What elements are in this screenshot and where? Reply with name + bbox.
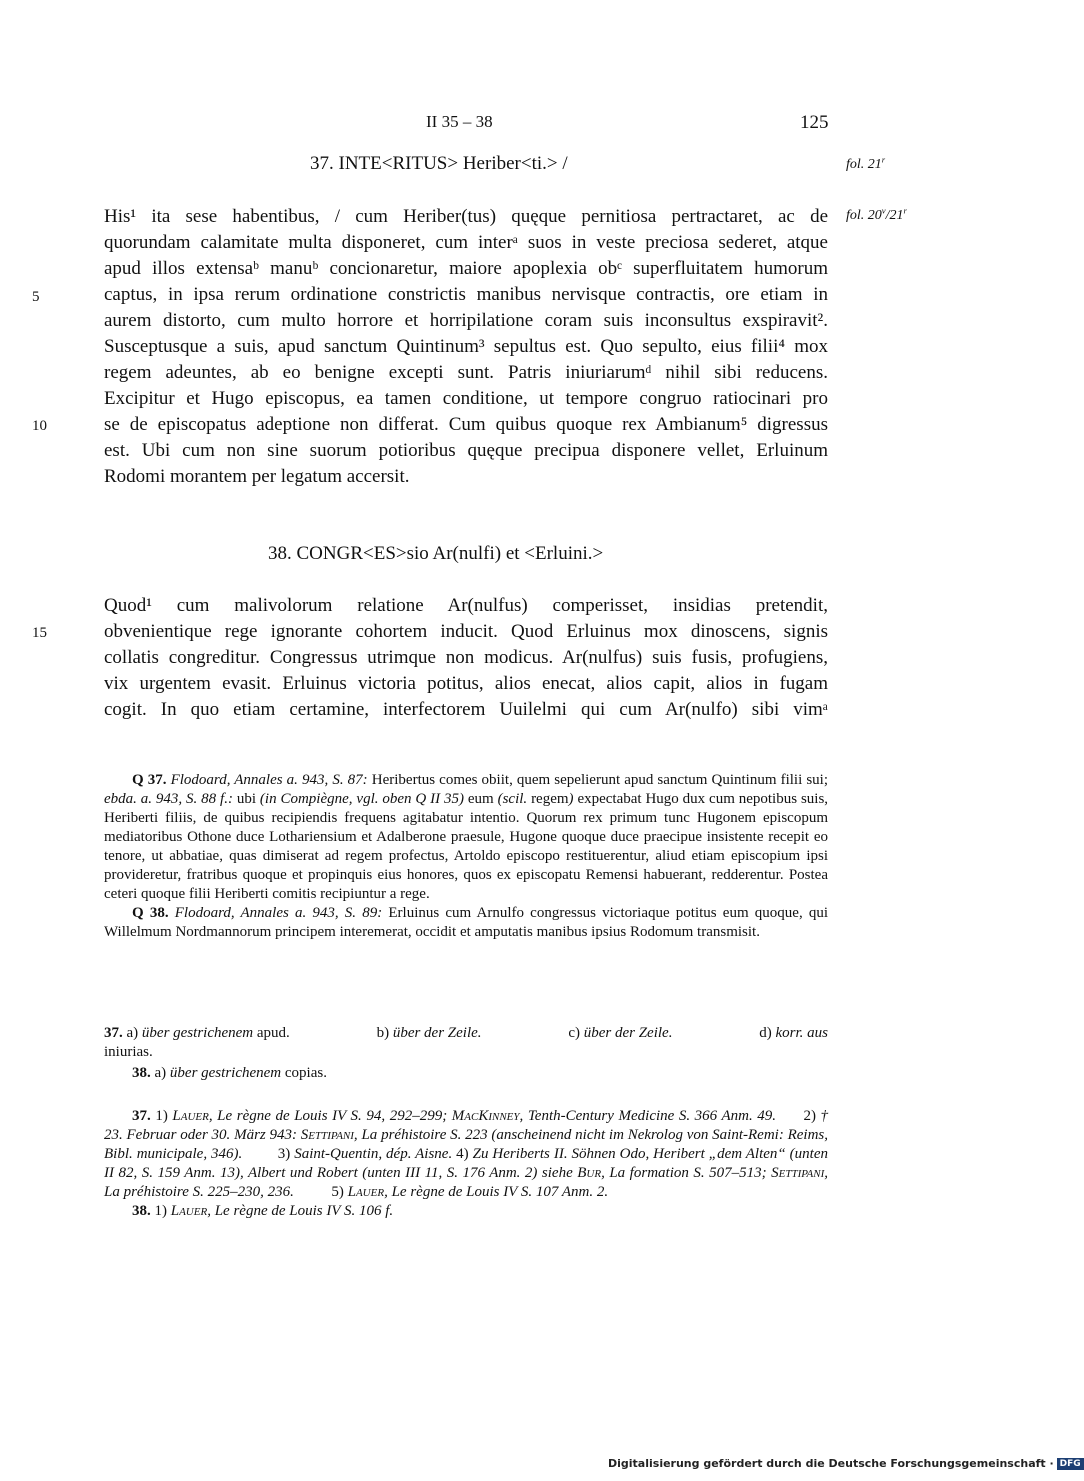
source-citation: ) bbox=[568, 791, 574, 807]
main-text-line: se de episcopatus adeptione non differat. Cum quibus quoque rex Ambianum⁵ digressus bbox=[104, 414, 828, 435]
source-citation: (in Compiègne, vgl. oben Q II 35) bbox=[259, 791, 464, 807]
dfg-funding-note bbox=[608, 1457, 1084, 1470]
source-text: Erluinus cum Arnulfo congressus victoriaque potitus eum quoque, qui Willelmum Nordmannorum principem interemerat, occidit et amputatis manibus ipsius Rodomum transmisit. bbox=[104, 905, 829, 940]
footnote-38 bbox=[104, 1202, 828, 1221]
main-text-line: apud illos extensaᵇ manuᵇ concionaretur, maiore apoplexia obᶜ superfluitatem humorum bbox=[104, 258, 828, 279]
footnote-text: Le règne de Louis IV S. 106 f. bbox=[210, 1203, 394, 1219]
folio-sup: r bbox=[903, 205, 907, 216]
footnote-mark: 5) bbox=[331, 1184, 348, 1200]
main-text-line: collatis congreditur. Congressus utrimque non modicus. Ar(nulfus) suis fusis, profugiens, bbox=[104, 647, 828, 668]
line-number: 5 bbox=[32, 289, 40, 305]
footnote-text: Saint-Quentin, dép. Aisne. bbox=[294, 1146, 453, 1162]
footnote-text: La préhistoire S. 223 (anscheinend nicht im Nekrolog von Saint-Remi: Reims, Bibl. municipale, 346). bbox=[104, 1127, 829, 1162]
footnote-text: La formation S. 507–513; bbox=[604, 1165, 772, 1181]
source-notes bbox=[104, 771, 828, 942]
source-note-38 bbox=[104, 904, 828, 942]
page-number: 125 bbox=[800, 112, 829, 133]
footnote-author: Lauer, bbox=[170, 1203, 211, 1219]
apparatus-entry bbox=[568, 1024, 672, 1043]
source-citation: Flodoard, Annales a. 943, S. 87: bbox=[170, 772, 368, 788]
apparatus-word: copias. bbox=[281, 1065, 327, 1081]
footnote-text: † 23. Februar oder 30. März 943: bbox=[104, 1108, 829, 1143]
main-text-line: cogit. In quo etiam certamine, interfectorem Uuilelmi qui cum Ar(nulfo) sibi vimᵃ bbox=[104, 699, 828, 720]
main-text-line: est. Ubi cum non sine suorum potioribus quęque precipua disponere vellet, Erluinum bbox=[104, 440, 828, 461]
apparatus-italic: über der Zeile. bbox=[392, 1025, 482, 1041]
footnote-mark: 4) bbox=[456, 1146, 473, 1162]
apparatus-mark: a) bbox=[126, 1025, 142, 1041]
source-citation: (scil. bbox=[497, 791, 528, 807]
source-text: Heribertus comes obiit, quem sepelierunt apud sanctum Quintinum filii sui; bbox=[371, 772, 829, 788]
footnote-text: Le règne de Louis IV S. 107 Anm. 2. bbox=[387, 1184, 609, 1200]
chapter-38-heading: 38. CONGR<ES>sio Ar(nulfi) et <Erluini.> bbox=[268, 543, 604, 564]
folio-text: fol. 21 bbox=[846, 157, 882, 172]
apparatus-37 bbox=[104, 1024, 828, 1043]
apparatus-word: apud. bbox=[253, 1025, 290, 1041]
footnote-mark: 2) bbox=[803, 1108, 821, 1124]
footnote-author: Settipani, bbox=[300, 1127, 358, 1143]
footnote-author: Bur, bbox=[577, 1165, 605, 1181]
footnote-author: Lauer, bbox=[172, 1108, 213, 1124]
source-text: eum bbox=[467, 791, 494, 807]
apparatus-italic: korr. aus bbox=[775, 1025, 828, 1041]
footnote-text: Tenth-Century Medicine S. 366 Anm. 49. bbox=[523, 1108, 777, 1124]
main-text-line: obvenientique rege ignorante cohortem inducit. Quod Erluinus mox dinoscens, signis bbox=[104, 621, 828, 642]
line-number: 15 bbox=[32, 625, 47, 641]
main-text-line: Excipitur et Hugo episcopus, ea tamen conditione, ut tempore congruo ratiocinari pro bbox=[104, 388, 828, 409]
footnotes bbox=[104, 1107, 828, 1221]
main-text-line: His¹ ita sese habentibus, / cum Heriber(tus) quęque pernitiosa pertractaret, ac de bbox=[104, 206, 828, 227]
source-text: ubi bbox=[236, 791, 257, 807]
folio-text: /21 bbox=[885, 208, 904, 223]
apparatus-italic: über der Zeile. bbox=[583, 1025, 673, 1041]
footnote-text: Le règne de Louis IV S. 94, 292–299; bbox=[212, 1108, 452, 1124]
source-text: regem bbox=[531, 791, 569, 807]
folio-note-20v-21r bbox=[846, 205, 907, 224]
apparatus-mark: b) bbox=[376, 1025, 393, 1041]
source-citation: ebda. a. 943, S. 88 f.: bbox=[104, 791, 233, 807]
folio-note-21r bbox=[846, 154, 886, 173]
footnote-mark: 1) bbox=[155, 1108, 173, 1124]
source-label: Q 37. bbox=[132, 772, 167, 788]
footnote-mark: 1) bbox=[154, 1203, 171, 1219]
footnote-text: La préhistoire S. 225–230, 236. bbox=[104, 1184, 294, 1200]
apparatus-mark: c) bbox=[568, 1025, 584, 1041]
apparatus-label: 38. bbox=[132, 1065, 151, 1081]
source-text: expectabat Hugo dux cum nepotibus suis, Heriberti filiis, de quibus recipiendis frequens agitabatur intentio. Quorum rex primum tunc Hugonem episcopum mediatoribus Othone duce Lothariensium et Adalberone praesule, Hugone quoque duce praecipue insistente recepit eo tenore, ut abbatiae, quas dimiserat ad regem profectus, Artoldo episcopo restituerentur, aliud etiam episcopium ipsi provideretur, fratribus quoque et propinquis eius honores, quos ex episcopatu Remensi habuerant, redderentur. Postea ceteri quoque filii Heriberti comitis recipiuntur a rege. bbox=[104, 791, 829, 902]
apparatus-entry bbox=[759, 1024, 828, 1043]
footnote-author: Settipani, bbox=[771, 1165, 828, 1181]
apparatus-mark: d) bbox=[759, 1025, 776, 1041]
main-text-line: Susceptusque a suis, apud sanctum Quintinum³ sepultus est. Quo sepulto, eius filii⁴ mox bbox=[104, 336, 828, 357]
main-text-line: Rodomi morantem per legatum accersit. bbox=[104, 466, 410, 487]
main-text-line: captus, in ipsa rerum ordinatione constrictis manibus nervisque contractis, ore etiam in bbox=[104, 284, 828, 305]
running-head: II 35 – 38 bbox=[426, 112, 493, 131]
chapter-37-heading: 37. INTE<RITUS> Heriber<ti.> / bbox=[310, 153, 568, 174]
footnote-mark: 3) bbox=[277, 1146, 295, 1162]
footnote-author: MacKinney, bbox=[451, 1108, 524, 1124]
folio-sup: v bbox=[881, 205, 886, 216]
apparatus-notes bbox=[104, 1024, 828, 1083]
footnote-label: 38. bbox=[132, 1203, 151, 1219]
main-text-line: aurem distorto, cum multo horrore et horripilatione coram suis inconsultus exspiravit². bbox=[104, 310, 828, 331]
apparatus-italic: über gestrichenem bbox=[141, 1025, 254, 1041]
dfg-logo: DFG bbox=[1057, 1458, 1084, 1470]
source-label: Q 38. bbox=[132, 905, 169, 921]
apparatus-38 bbox=[104, 1064, 828, 1083]
apparatus-italic: über gestrichenem bbox=[169, 1065, 282, 1081]
apparatus-entry bbox=[104, 1024, 290, 1043]
footnote-author: Lauer, bbox=[347, 1184, 388, 1200]
apparatus-label: 37. bbox=[104, 1025, 123, 1041]
apparatus-mark: a) bbox=[154, 1065, 170, 1081]
main-text-line: Quod¹ cum malivolorum relatione Ar(nulfus) comperisset, insidias pretendit, bbox=[104, 595, 828, 616]
source-citation: Flodoard, Annales a. 943, S. 89: bbox=[174, 905, 383, 921]
main-text-line: vix urgentem evasit. Erluinus victoria potitus, alios enecat, alios capit, alios in fugam bbox=[104, 673, 828, 694]
line-number: 10 bbox=[32, 418, 47, 434]
source-note-37 bbox=[104, 771, 828, 904]
apparatus-continuation: iniurias. bbox=[104, 1044, 153, 1060]
folio-text: fol. 20 bbox=[846, 208, 882, 223]
footnote-37 bbox=[104, 1107, 828, 1202]
main-text-line: quorundam calamitate multa disponeret, cum interᵃ suos in veste preciosa sederet, atque bbox=[104, 232, 828, 253]
main-text-line: regem adeuntes, ab eo benigne excepti sunt. Patris iniuriarumᵈ nihil sibi reducens. bbox=[104, 362, 828, 383]
footnote-label: 37. bbox=[132, 1108, 151, 1124]
apparatus-entry bbox=[377, 1024, 482, 1043]
footnote-text: Zu Heriberts II. Söhnen Odo, Heribert „dem Alten“ (unten II 82, S. 159 Anm. 13), Albert und Robert (unten III 11, S. 176 Anm. 2) siehe bbox=[104, 1146, 829, 1181]
folio-sup: r bbox=[881, 154, 886, 165]
dfg-text: Digitalisierung gefördert durch die Deutsche Forschungsgemeinschaft · bbox=[608, 1457, 1054, 1470]
